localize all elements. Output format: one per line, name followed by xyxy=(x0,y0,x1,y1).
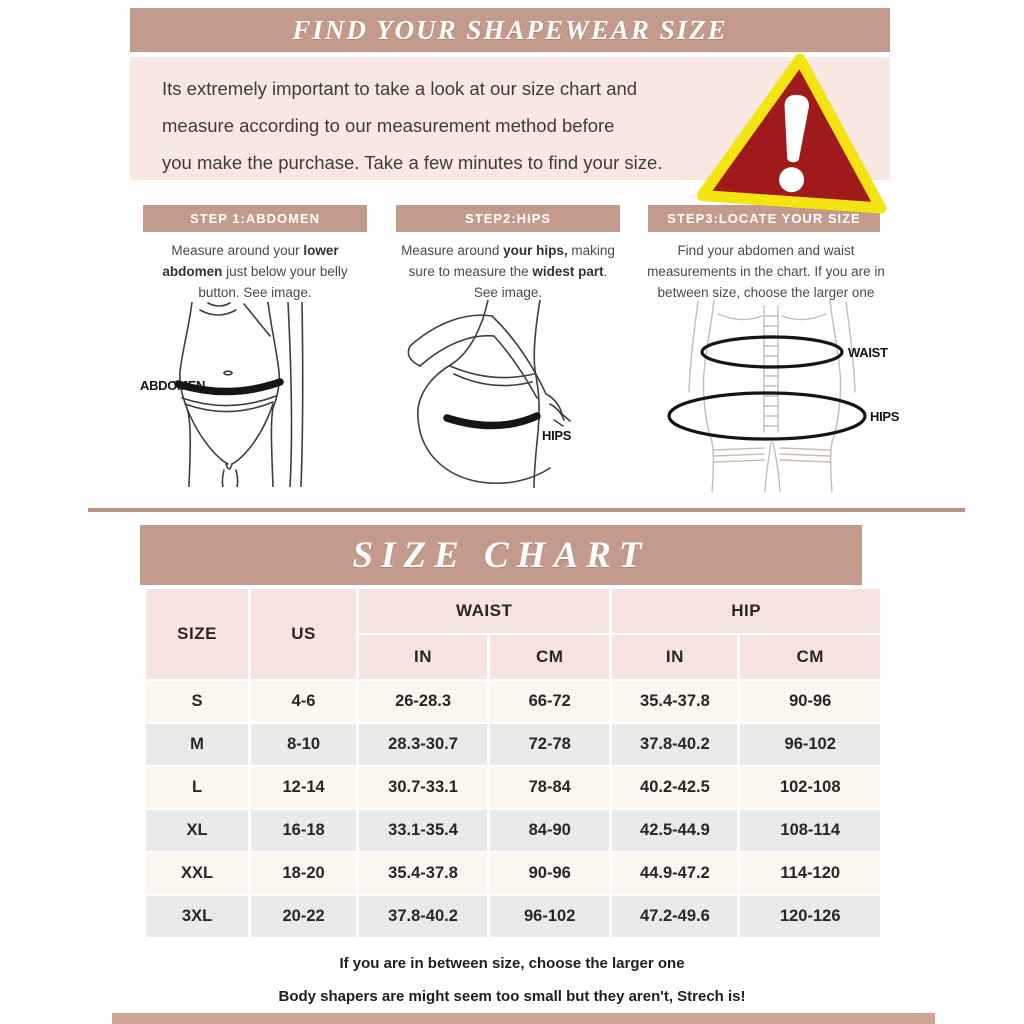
table-cell: 72-78 xyxy=(490,724,609,765)
intro-line: you make the purchase. Take a few minutes to find your size. xyxy=(162,152,663,173)
table-cell: 114-120 xyxy=(740,853,880,894)
footer-note-2: Body shapers are might seem too small but they aren't, Strech is! xyxy=(278,988,746,1005)
col-header-hip-cm: CM xyxy=(740,635,880,679)
table-cell: 42.5-44.9 xyxy=(612,810,737,851)
size-chart-table xyxy=(143,587,883,939)
footer-note-1: If you are in between size, choose the larger one xyxy=(339,955,685,972)
warning-triangle-icon xyxy=(695,45,901,216)
abdomen-label: ABDOMEN xyxy=(140,378,206,393)
table-cell: 33.1-35.4 xyxy=(359,810,487,851)
table-cell: 37.8-40.2 xyxy=(359,896,487,937)
step3-header-text: STEP3:LOCATE YOUR SIZE xyxy=(667,211,861,226)
table-cell: M xyxy=(146,724,248,765)
table-cell: 18-20 xyxy=(251,853,356,894)
table-row xyxy=(146,810,880,851)
table-cell: 4-6 xyxy=(251,681,356,722)
table-row xyxy=(146,767,880,808)
section-divider xyxy=(88,508,965,512)
table-cell: 66-72 xyxy=(490,681,609,722)
table-cell: 40.2-42.5 xyxy=(612,767,737,808)
step2-header xyxy=(396,205,620,232)
table-row xyxy=(146,724,880,765)
table-cell: 108-114 xyxy=(740,810,880,851)
table-cell: XXL xyxy=(146,853,248,894)
table-cell: 3XL xyxy=(146,896,248,937)
step2-description: Measure around your hips, making sure to measure the widest part. See image. xyxy=(401,243,615,300)
hips-label: HIPS xyxy=(542,428,572,443)
size-chart-table-wrap xyxy=(143,587,883,939)
col-header-size: SIZE xyxy=(146,589,248,679)
table-cell: 102-108 xyxy=(740,767,880,808)
page-title-text: FIND YOUR SHAPEWEAR SIZE xyxy=(292,14,728,45)
table-cell: 120-126 xyxy=(740,896,880,937)
size-chart-title xyxy=(140,525,862,585)
col-header-waist-in: IN xyxy=(359,635,487,679)
table-row xyxy=(146,896,880,937)
waist-label: WAIST xyxy=(848,345,888,360)
col-header-hip: HIP xyxy=(612,589,880,633)
step1-header-text: STEP 1:ABDOMEN xyxy=(189,211,321,226)
table-cell: S xyxy=(146,681,248,722)
intro-line: Its extremely important to take a look at our size chart and xyxy=(162,78,638,99)
table-cell: 30.7-33.1 xyxy=(359,767,487,808)
page-title xyxy=(130,8,890,52)
col-header-us: US xyxy=(251,589,356,679)
hips-label: HIPS xyxy=(870,409,900,424)
step3-description: Find your abdomen and waist measurements in the chart. If you are in between size, choose the larger one xyxy=(647,243,885,300)
table-cell: 12-14 xyxy=(251,767,356,808)
table-cell: 47.2-49.6 xyxy=(612,896,737,937)
table-cell: 16-18 xyxy=(251,810,356,851)
table-cell: 8-10 xyxy=(251,724,356,765)
table-row xyxy=(146,681,880,722)
hips-illustration xyxy=(392,300,627,488)
abdomen-illustration xyxy=(140,302,370,487)
col-header-hip-in: IN xyxy=(612,635,737,679)
step1-header xyxy=(143,205,367,232)
col-header-waist-cm: CM xyxy=(490,635,609,679)
table-cell: L xyxy=(146,767,248,808)
table-cell: 37.8-40.2 xyxy=(612,724,737,765)
table-cell: 35.4-37.8 xyxy=(612,681,737,722)
table-cell: 26-28.3 xyxy=(359,681,487,722)
step2-header-text: STEP2:HIPS xyxy=(465,211,551,226)
step1-description: Measure around your lower abdomen just below your belly button. See image. xyxy=(162,243,348,300)
table-cell: 96-102 xyxy=(490,896,609,937)
table-cell: 90-96 xyxy=(490,853,609,894)
bottom-bar xyxy=(112,1013,935,1024)
table-cell: 90-96 xyxy=(740,681,880,722)
size-chart-title-text: SIZE CHART xyxy=(352,534,650,576)
table-cell: 35.4-37.8 xyxy=(359,853,487,894)
table-cell: 44.9-47.2 xyxy=(612,853,737,894)
table-cell: 96-102 xyxy=(740,724,880,765)
col-header-waist: WAIST xyxy=(359,589,609,633)
table-cell: XL xyxy=(146,810,248,851)
table-cell: 20-22 xyxy=(251,896,356,937)
table-cell: 84-90 xyxy=(490,810,609,851)
table-cell: 78-84 xyxy=(490,767,609,808)
intro-line: measure according to our measurement method before xyxy=(162,115,615,136)
table-row xyxy=(146,853,880,894)
table-cell: 28.3-30.7 xyxy=(359,724,487,765)
locate-size-illustration xyxy=(652,300,902,492)
